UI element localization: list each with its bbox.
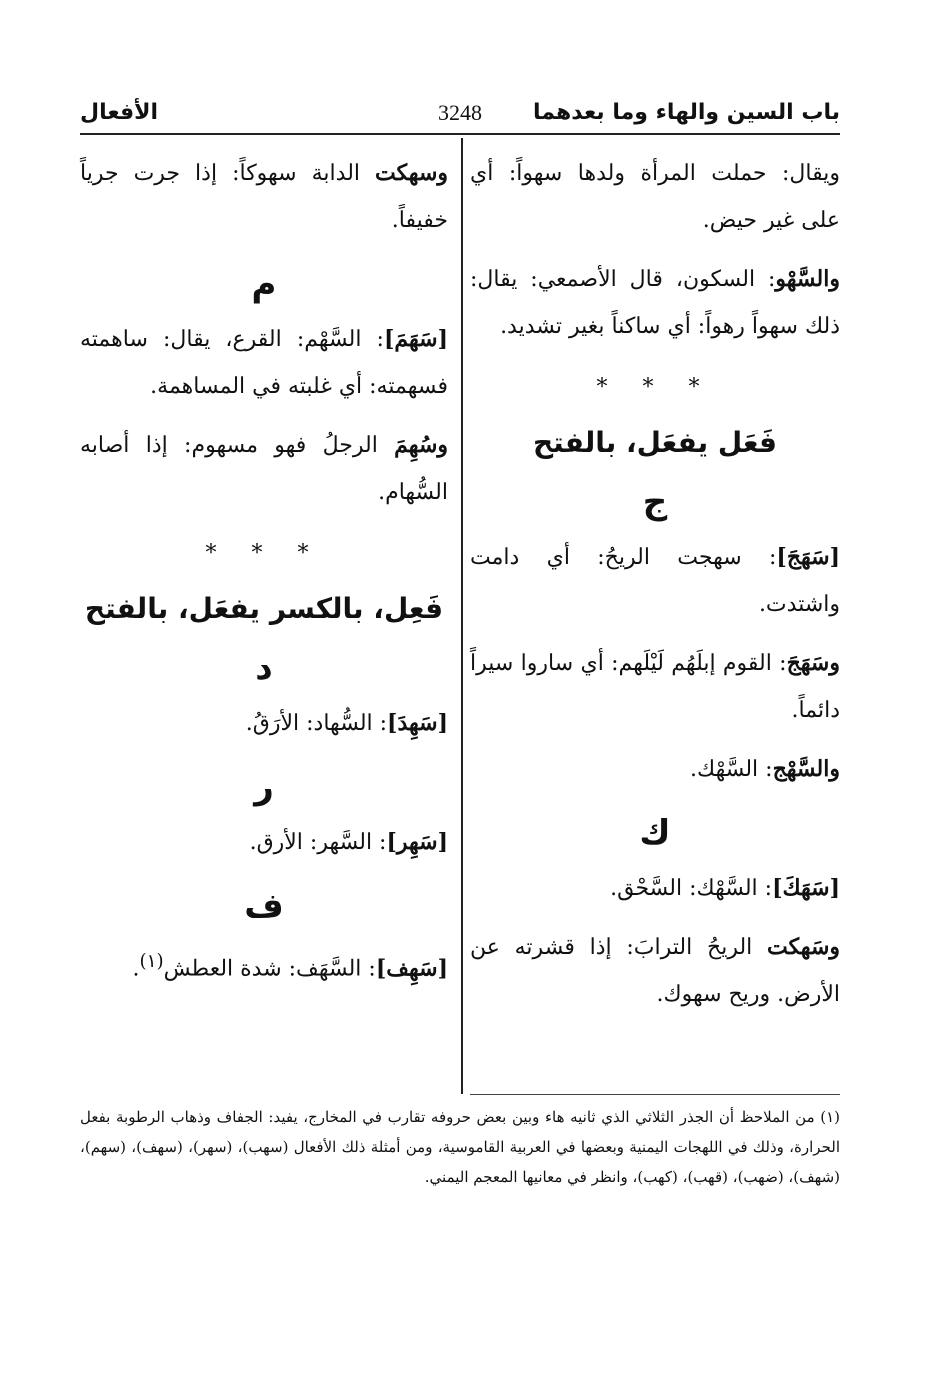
letter-heading: ج: [642, 482, 668, 522]
entry-paragraph: ويقال: حملت المرأة ولدها سهواً: أي على غير حيض.: [470, 161, 840, 233]
entry-paragraph: [80, 700, 448, 747]
entry-text: الدابة سهوكاً: إذا جرت جرياً خفيفاً.: [80, 161, 448, 233]
headword: وسَهَجَ: [786, 650, 840, 676]
right-column: [470, 150, 840, 1030]
entry-text: .: [132, 956, 140, 982]
entry-paragraph: [470, 256, 840, 350]
entry-paragraph: [80, 819, 448, 866]
entry-paragraph: [470, 865, 840, 912]
headword: وسَهكت: [767, 934, 840, 960]
letter-heading: ك: [639, 813, 671, 853]
entry-text: : السكون، قال الأصمعي: يقال: ذلك سهواً رهواً: أي ساكناً بغير تشديد.: [470, 267, 840, 339]
headword: [سَهَجَ]: [776, 544, 840, 570]
headword: [سَهَمَ]: [383, 326, 448, 352]
letter-heading: د: [255, 648, 273, 688]
letter-heading: م: [251, 264, 277, 304]
headword: [سَهِف]: [375, 955, 448, 982]
column-divider: [461, 138, 463, 1094]
entry-text: : السَّهْم: القرع، يقال: ساهمته فسهمته: أي غلبته في المساهمة.: [80, 327, 448, 399]
entry-text: : السَّهْك: السَّحْق.: [610, 876, 773, 901]
headword: [سَهِدَ]: [387, 710, 448, 736]
section-head: الأفعال: [80, 100, 159, 125]
entry-text: : سهجت الريحُ: أي دامت واشتدت.: [470, 545, 840, 617]
running-head: باب السين والهاء وما بعدهما: [533, 100, 840, 125]
footnotes: [80, 1102, 840, 1192]
entry-paragraph: [80, 316, 448, 410]
entry-paragraph: [470, 640, 840, 734]
entry-text: : السَّهَف: شدة العطش: [163, 956, 376, 982]
entry-paragraph: [470, 924, 840, 1018]
entry-paragraph: [470, 534, 840, 628]
headword: والسَّهْج: [772, 756, 840, 782]
entry-paragraph: [80, 150, 448, 244]
entry-paragraph: [470, 746, 840, 793]
letter-heading: ر: [254, 767, 274, 807]
page-number: 3248: [438, 100, 482, 125]
ornament: * * *: [596, 375, 714, 400]
ornament: * * *: [205, 541, 323, 566]
headword: والسَّهْو: [775, 266, 840, 292]
headword: وسُهِمَ: [394, 432, 448, 458]
header-rule: [80, 133, 840, 135]
entry-text: : السَّهر: الأرق.: [249, 830, 387, 855]
section-heading: فَعِل، بالكسر يفعَل، بالفتح: [84, 592, 444, 625]
letter-heading: ف: [244, 886, 284, 926]
page-header: [80, 96, 840, 136]
headword: وسهكت: [375, 160, 448, 186]
left-column: [80, 150, 448, 1004]
footnote-rule: [470, 1094, 840, 1095]
headword: [سَهِر]: [386, 829, 448, 855]
footnote-text: (١) من الملاحظ أن الجذر الثلاثي الذي ثانيه هاء وبين بعض حروفه تقارب في المخارج، يفيد: الجفاف وذهاب الرطوبة بفعل الحرارة، وذلك في اللهجات اليمنية وبعضها في العربية القاموسية، ومن أمثلة ذلك الأفعال (سهب)، (سهر)، (سهف)، (سهم)، (شهف)، (ضهب)، (قهب)، (كهب)، وانظر في معانيها المعجم اليمني.: [80, 1108, 840, 1186]
section-heading: فَعَل يفعَل، بالفتح: [532, 426, 778, 459]
footnote-ref[interactable]: (١): [139, 951, 164, 972]
entry-text: : القوم إبلَهُم لَيْلَهم: أي ساروا سيراً دائماً.: [470, 651, 840, 723]
headword: [سَهَكَ]: [772, 875, 840, 901]
entry-text: : السَّهْك.: [690, 757, 773, 782]
entry-paragraph: [80, 422, 448, 516]
entry-text: : السُّهاد: الأرَقُ.: [245, 711, 388, 736]
entry-paragraph: [80, 938, 448, 992]
entry-text: الرجلُ فهو مسهوم: إذا أصابه السُّهام.: [80, 433, 448, 505]
entry-text: الريحُ الترابَ: إذا قشرته عن الأرض. وريح سهوك.: [470, 935, 840, 1007]
